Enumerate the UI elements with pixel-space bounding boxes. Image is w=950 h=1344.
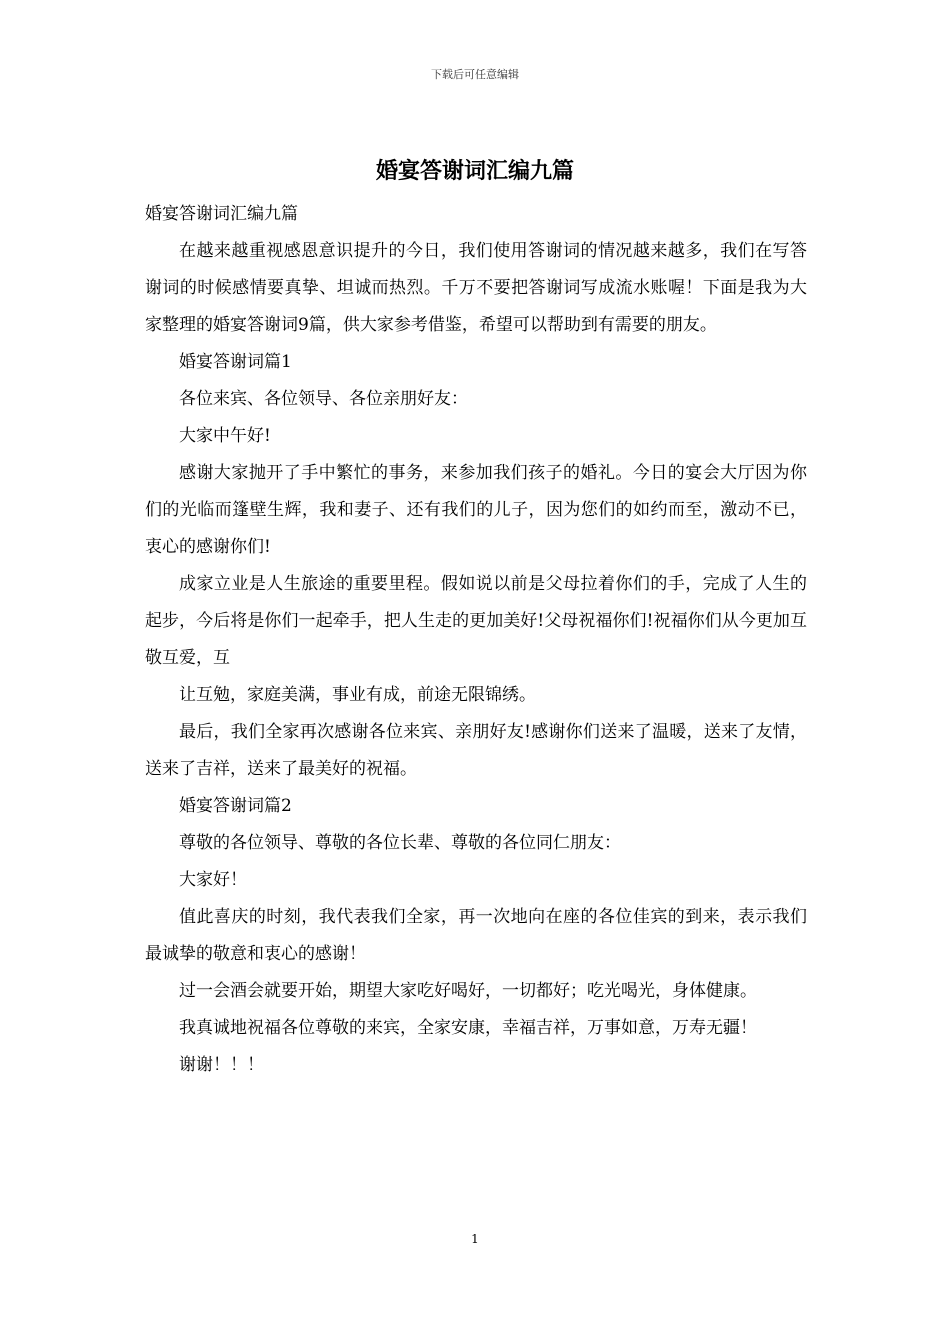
greeting-paragraph: 大家中午好! (179, 426, 271, 446)
body-paragraph: 我真诚地祝福各位尊敬的来宾，全家安康，幸福吉祥，万事如意，万寿无疆！ (179, 1018, 757, 1038)
body-paragraph: 过一会酒会就要开始，期望大家吃好喝好，一切都好；吃光喝光，身体健康。 (179, 981, 757, 1001)
salutation-paragraph: 尊敬的各位领导、尊敬的各位长辈、尊敬的各位同仁朋友： (179, 833, 621, 853)
closing-paragraph: 谢谢！！！ (179, 1055, 264, 1075)
document-title: 婚宴答谢词汇编九篇 (375, 158, 574, 184)
header-note: 下载后可任意编辑 (431, 68, 519, 81)
document-body (145, 196, 807, 1084)
salutation-paragraph: 各位来宾、各位领导、各位亲朋好友： (179, 389, 468, 409)
subtitle-paragraph: 婚宴答谢词汇编九篇 (145, 204, 298, 224)
body-paragraph: 让互勉，家庭美满，事业有成，前途无限锦绣。 (179, 685, 536, 705)
greeting-paragraph: 大家好！ (179, 870, 247, 890)
body-paragraph: 值此喜庆的时刻，我代表我们全家，再一次地向在座的各位佳宾的到来，表示我们最诚挚的敬意和衷心的感谢！ (145, 907, 807, 964)
page-number: 1 (471, 1232, 479, 1246)
section-heading-1: 婚宴答谢词篇1 (179, 352, 292, 372)
section-heading-2: 婚宴答谢词篇2 (179, 796, 292, 816)
body-paragraph: 成家立业是人生旅途的重要里程。假如说以前是父母拉着你们的手，完成了人生的起步，今后将是你们一起牵手，把人生走的更加美好!父母祝福你们!祝福你们从今更加互敬互爱，互 (145, 574, 807, 668)
body-paragraph: 感谢大家抛开了手中繁忙的事务，来参加我们孩子的婚礼。今日的宴会大厅因为你们的光临而篷壁生辉，我和妻子、还有我们的儿子，因为您们的如约而至，激动不已，衷心的感谢你们! (145, 463, 807, 557)
body-paragraph: 最后，我们全家再次感谢各位来宾、亲朋好友!感谢你们送来了温暖，送来了友情，送来了吉祥，送来了最美好的祝福。 (145, 722, 807, 779)
intro-paragraph: 在越来越重视感恩意识提升的今日，我们使用答谢词的情况越来越多，我们在写答谢词的时候感情要真挚、坦诚而热烈。千万不要把答谢词写成流水账喔！下面是我为大家整理的婚宴答谢词9篇，供大家参考借鉴，希望可以帮助到有需要的朋友。 (145, 241, 807, 335)
